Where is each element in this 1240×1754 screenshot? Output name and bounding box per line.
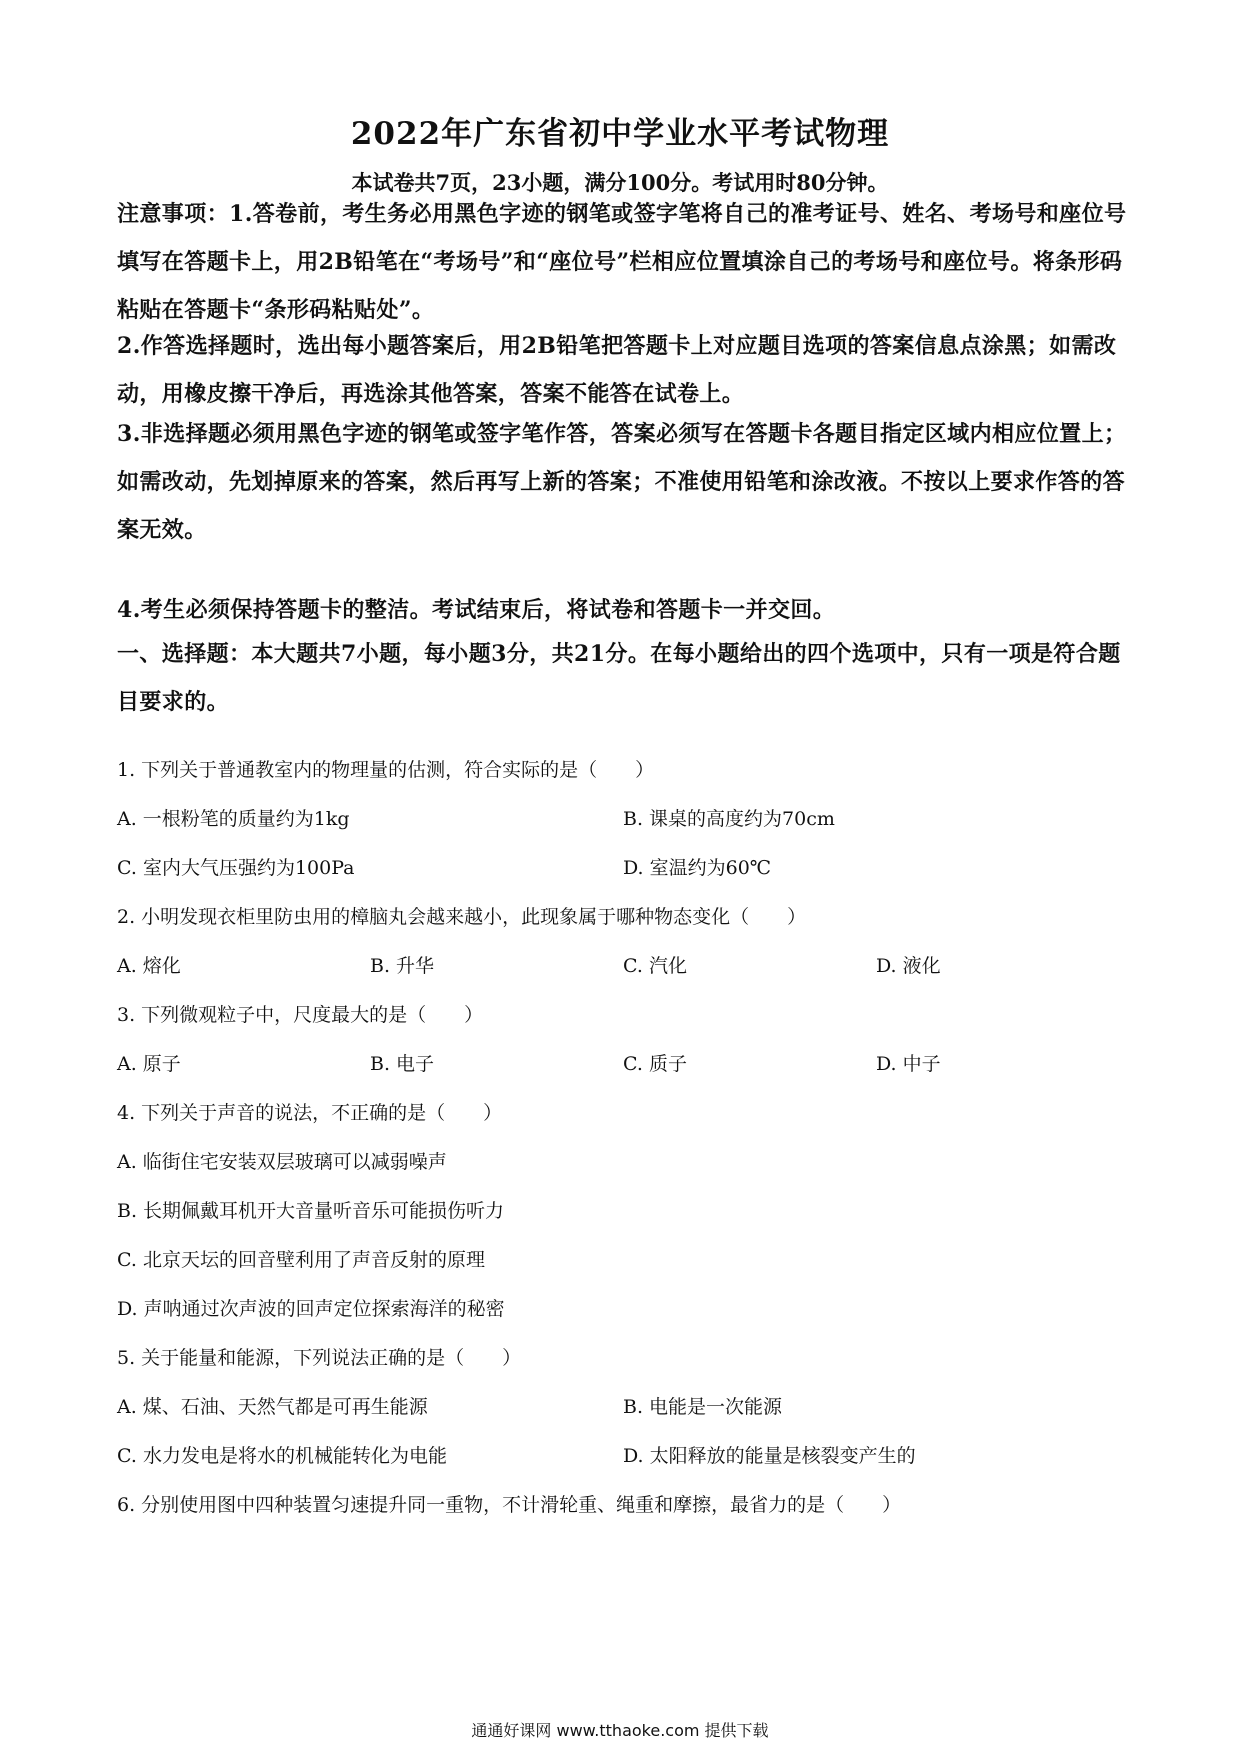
exam-title: 2022年广东省初中学业水平考试物理 bbox=[350, 116, 890, 152]
question-3-option-a: A. 原子 bbox=[117, 1053, 181, 1075]
question-4-option-b: B. 长期佩戴耳机开大音量听音乐可能损伤听力 bbox=[117, 1200, 505, 1222]
question-1-option-a: A. 一根粉笔的质量约为1kg bbox=[117, 808, 350, 830]
question-2-option-c: C. 汽化 bbox=[623, 955, 687, 977]
question-1-option-c: C. 室内大气压强约为100Pa bbox=[117, 857, 355, 879]
section-heading: 一、选择题：本大题共7小题，每小题3分，共21分。在每小题给出的四个选项中，只有一项是符合题目要求的。 bbox=[117, 641, 1121, 715]
question-2-option-d: D. 液化 bbox=[876, 955, 941, 977]
question-2-stem: 2. 小明发现衣柜里防虫用的樟脑丸会越来越小，此现象属于哪种物态变化（ ） bbox=[117, 906, 807, 928]
notice-1: 注意事项：1.答卷前，考生务必用黑色字迹的钢笔或签字笔将自己的准考证号、姓名、考场号和座位号填写在答题卡上，用2B铅笔在“考场号”和“座位号”栏相应位置填涂自己的考场号和座位号。将条形码粘贴在答题卡“条形码粘贴处”。 bbox=[117, 201, 1127, 323]
question-4-option-d: D. 声呐通过次声波的回声定位探索海洋的秘密 bbox=[117, 1298, 505, 1320]
question-1-option-b: B. 课桌的高度约为70cm bbox=[623, 808, 835, 830]
question-3-option-c: C. 质子 bbox=[623, 1053, 687, 1075]
question-5-option-b: B. 电能是一次能源 bbox=[623, 1396, 783, 1418]
question-5-option-c: C. 水力发电是将水的机械能转化为电能 bbox=[117, 1445, 447, 1467]
notice-4: 4.考生必须保持答题卡的整洁。考试结束后，将试卷和答题卡一并交回。 bbox=[117, 597, 836, 623]
notice-2: 2.作答选择题时，选出每小题答案后，用2B铅笔把答题卡上对应题目选项的答案信息点涂黑；如需改动，用橡皮擦干净后，再选涂其他答案，答案不能答在试卷上。 bbox=[117, 333, 1117, 407]
question-2-option-a: A. 熔化 bbox=[117, 955, 181, 977]
question-5-stem: 5. 关于能量和能源，下列说法正确的是（ ） bbox=[117, 1347, 522, 1369]
question-1-option-d: D. 室温约为60℃ bbox=[623, 857, 772, 879]
question-3-stem: 3. 下列微观粒子中，尺度最大的是（ ） bbox=[117, 1004, 484, 1026]
question-4-stem: 4. 下列关于声音的说法，不正确的是（ ） bbox=[117, 1102, 503, 1124]
question-5-option-a: A. 煤、石油、天然气都是可再生能源 bbox=[117, 1396, 428, 1418]
exam-subtitle: 本试卷共7页，23小题，满分100分。考试用时80分钟。 bbox=[351, 170, 889, 195]
question-1-stem: 1. 下列关于普通教室内的物理量的估测，符合实际的是（ ） bbox=[117, 759, 655, 781]
question-2-option-b: B. 升华 bbox=[370, 955, 435, 977]
page-footer: 通通好课网 www.tthaoke.com 提供下载 bbox=[471, 1721, 769, 1740]
notice-3: 3.非选择题必须用黑色字迹的钢笔或签字笔作答，答案必须写在答题卡各题目指定区域内相应位置上；如需改动，先划掉原来的答案，然后再写上新的答案；不准使用铅笔和涂改液。不按以上要求作答的答案无效。 bbox=[117, 421, 1127, 543]
question-3-option-d: D. 中子 bbox=[876, 1053, 941, 1075]
question-5-option-d: D. 太阳释放的能量是核裂变产生的 bbox=[623, 1445, 916, 1467]
question-6-stem: 6. 分别使用图中四种装置匀速提升同一重物，不计滑轮重、绳重和摩擦，最省力的是（ ） bbox=[117, 1494, 902, 1516]
question-4-option-a: A. 临街住宅安装双层玻璃可以减弱噪声 bbox=[117, 1151, 447, 1173]
question-3-option-b: B. 电子 bbox=[370, 1053, 435, 1075]
question-4-option-c: C. 北京天坛的回音壁利用了声音反射的原理 bbox=[117, 1249, 485, 1271]
